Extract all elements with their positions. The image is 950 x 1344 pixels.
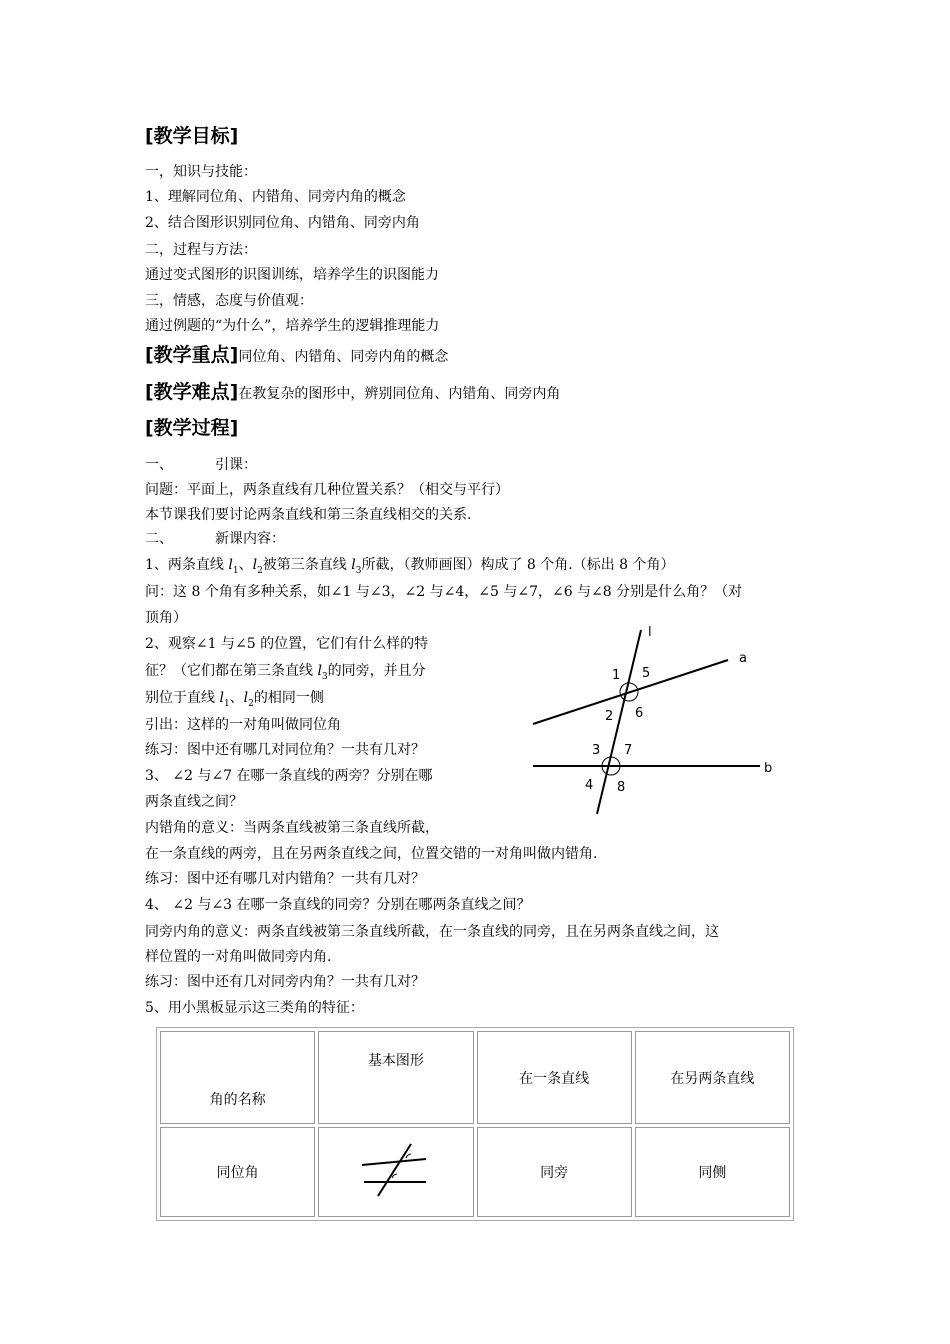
difficulty (145, 380, 560, 406)
table-header-row (160, 1031, 790, 1124)
var-l: l (228, 557, 233, 573)
step-4-c: 样位置的一对角叫做同旁内角. (145, 949, 332, 965)
objectives-line-3: 2、结合图形识别同位角、内错角、同旁内角 (145, 215, 420, 231)
step-1 (145, 556, 675, 580)
angle-label-1: 1 (612, 668, 621, 683)
angle-label-5: 5 (642, 666, 651, 681)
angle-characteristics-table (156, 1027, 794, 1221)
label-a: a (739, 651, 747, 666)
table-cell: 同侧 (635, 1127, 790, 1217)
text: 的同旁，并且分 (327, 663, 426, 679)
objectives-line-7: 通过例题的“为什么”，培养学生的逻辑推理能力 (145, 318, 440, 334)
label-b: b (764, 761, 773, 776)
objectives-line-1: 一，知识与技能： (145, 164, 257, 180)
text: 被第三条直线 (262, 557, 352, 573)
part-title: 引课： (215, 457, 257, 473)
text: 、 (238, 557, 253, 573)
difficulty-text: 在教复杂的图形中，辨别同位角、内错角、同旁内角 (238, 386, 561, 402)
table-row (160, 1127, 790, 1217)
sub: 3 (321, 671, 328, 682)
corresponding-angle-figure (356, 1140, 436, 1200)
step-3-a: 3、 ∠2 与∠7 在哪一条直线的两旁？分别在哪 (145, 768, 433, 784)
text: 别位于直线 (145, 690, 220, 706)
table-header-cell: 角的名称 (160, 1031, 315, 1124)
objectives-heading: [教学目标] (145, 125, 239, 147)
table-header-cell: 在一条直线 (477, 1031, 632, 1124)
step-4-a: 4、 ∠2 与∠3 在哪一条直线的同旁？分别在哪两条直线之间？ (145, 897, 531, 913)
part-title: 新课内容： (215, 531, 285, 547)
sub: 3 (355, 565, 362, 576)
objectives-line-2: 1、理解同位角、内错角、同旁内角的概念 (145, 189, 406, 205)
table-figure-cell (318, 1127, 473, 1217)
transversal-figure (530, 622, 780, 817)
step-3-c: 内错角的意义：当两条直线被第三条直线所截， (145, 820, 439, 836)
step-4-b: 同旁内角的意义：两条直线被第三条直线所截，在一条直线的同旁，且在另两条直线之间，这 (145, 924, 719, 940)
text: 1、两条直线 (145, 557, 229, 573)
table-cell: 同旁 (477, 1127, 632, 1217)
var-l: l (219, 690, 224, 706)
var-l: l (317, 663, 322, 679)
key-point-text: 同位角、内错角、同旁内角的概念 (238, 349, 449, 365)
angle-label-7: 7 (624, 743, 633, 758)
sub: 2 (257, 565, 263, 576)
objectives-line-4: 二，过程与方法： (145, 242, 257, 258)
step-2-b (145, 662, 426, 686)
sub: 1 (223, 698, 230, 709)
step-2-c (145, 689, 324, 713)
sub: 1 (232, 565, 239, 576)
process-part-2 (145, 530, 285, 548)
process-intro: 本节课我们要讨论两条直线和第三条直线相交的关系. (145, 507, 472, 523)
table-header-cell: 在另两条直线 (635, 1031, 790, 1124)
process-heading: [教学过程] (145, 417, 239, 439)
sub: 2 (248, 698, 254, 709)
part-number: 一、 (145, 457, 173, 473)
objectives-line-5: 通过变式图形的识图训练，培养学生的识图能力 (145, 267, 439, 283)
question-line: 问：这 8 个角有多种关系，如∠1 与∠3，∠2 与∠4，∠5 与∠7，∠6 与∠8 分别是什么角？（对 (145, 584, 743, 600)
text: 征？（它们都在第三条直线 (145, 663, 318, 679)
angle-label-6: 6 (635, 706, 644, 721)
key-point-label: [教学重点] (145, 344, 239, 366)
step-2-e: 练习：图中还有哪几对同位角？一共有几对？ (145, 742, 425, 758)
step-3-d: 在一条直线的两旁，且在另两条直线之间，位置交错的一对角叫做内错角. (145, 846, 598, 862)
text: 、 (229, 690, 244, 706)
table-header-cell: 基本图形 (318, 1031, 473, 1124)
text: 所截，（教师画图）构成了 8 个角.（标出 8 个角） (361, 557, 675, 573)
angle-label-3: 3 (592, 743, 601, 758)
step-3-e: 练习：图中还有哪几对内错角？一共有几对？ (145, 871, 425, 887)
step-3-b: 两条直线之间？ (145, 794, 243, 810)
step-4-d: 练习：图中还有几对同旁内角？一共有几对？ (145, 974, 425, 990)
angle-label-8: 8 (617, 780, 626, 795)
process-question: 问题：平面上，两条直线有几种位置关系？（相交与平行） (145, 482, 509, 498)
key-point (145, 343, 448, 369)
objectives-line-6: 三，情感，态度与价值观： (145, 293, 313, 309)
table-cell: 同位角 (160, 1127, 315, 1217)
step-5: 5、用小黑板显示这三类角的特征： (145, 1000, 364, 1016)
text: 的相同一侧 (253, 690, 324, 706)
step-2-d: 引出：这样的一对角叫做同位角 (145, 717, 341, 733)
label-l: l (648, 625, 652, 640)
question-line-cont: 顶角） (145, 610, 187, 626)
var-l: l (252, 557, 258, 573)
var-l: l (243, 690, 249, 706)
difficulty-label: [教学难点] (145, 381, 239, 403)
var-l: l (351, 557, 356, 573)
process-part-1 (145, 456, 257, 474)
line-a (533, 660, 728, 724)
part-number: 二、 (145, 531, 173, 547)
angle-label-4: 4 (585, 778, 594, 793)
angle-label-2: 2 (605, 709, 614, 724)
step-2-a: 2、观察∠1 与∠5 的位置，它们有什么样的特 (145, 636, 429, 652)
